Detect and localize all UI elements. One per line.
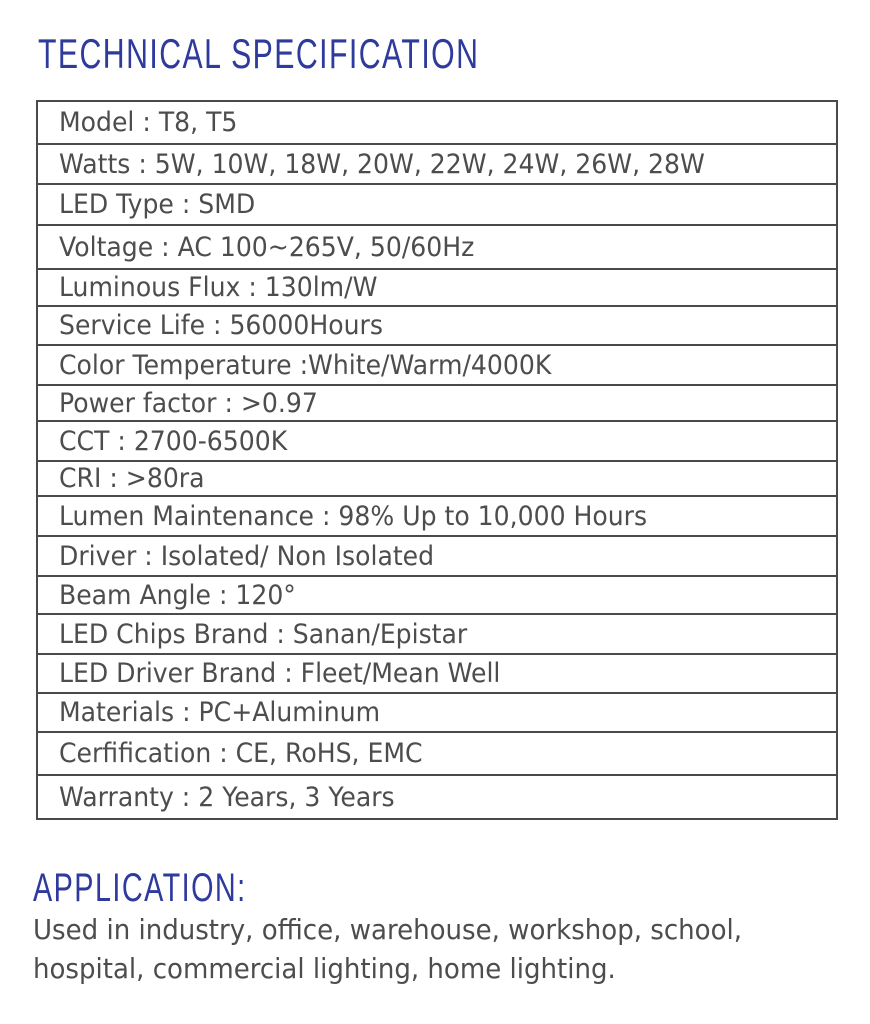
spec-row-text: Warranty : 2 Years, 3 Years	[59, 781, 395, 813]
spec-row	[38, 224, 836, 268]
spec-row	[38, 102, 836, 143]
spec-row-text: Driver : Isolated/ Non Isolated	[59, 540, 435, 572]
spec-row-text: LED Chips Brand : Sanan/Epistar	[59, 618, 468, 650]
spec-row	[38, 692, 836, 731]
spec-row	[38, 495, 836, 535]
spec-row-text: LED Type : SMD	[59, 189, 256, 220]
spec-row-text: Model : T8, T5	[59, 107, 238, 138]
spec-row-text: Power factor : >0.97	[59, 387, 318, 419]
spec-row	[38, 535, 836, 575]
spec-row	[38, 774, 836, 818]
spec-row	[38, 420, 836, 460]
spec-row	[38, 384, 836, 420]
spec-row-text: Lumen Maintenance : 98% Up to 10,000 Hours	[59, 500, 648, 532]
spec-row	[38, 143, 836, 183]
spec-row-text: Cerfification : CE, RoHS, EMC	[59, 738, 423, 769]
specification-table	[36, 100, 838, 820]
technical-specification-heading: TECHNICAL SPECIFICATION	[38, 30, 480, 77]
application-line-1: Used in industry, office, warehouse, workshop, school,	[33, 913, 743, 946]
spec-row-text: Voltage : AC 100~265V, 50/60Hz	[59, 231, 475, 263]
spec-row	[38, 344, 836, 384]
application-heading: APPLICATION:	[33, 866, 247, 910]
spec-row	[38, 268, 836, 305]
spec-row-text: Color Temperature :White/Warm/4000K	[59, 349, 552, 381]
spec-row	[38, 613, 836, 653]
spec-row-text: Beam Angle : 120°	[59, 579, 296, 611]
application-description	[33, 910, 814, 988]
spec-row-text: Service Life : 56000Hours	[59, 310, 383, 341]
spec-row-text: Materials : PC+Aluminum	[59, 697, 381, 728]
spec-row-text: LED Driver Brand : Fleet/Mean Well	[59, 658, 501, 689]
spec-row	[38, 731, 836, 774]
spec-row-text: CRI : >80ra	[59, 463, 205, 494]
spec-row	[38, 305, 836, 344]
spec-row-text: Watts : 5W, 10W, 18W, 20W, 22W, 24W, 26W, 28W	[59, 148, 705, 180]
spec-row	[38, 653, 836, 692]
spec-row-text: Luminous Flux : 130lm/W	[59, 272, 378, 303]
spec-row-text: CCT : 2700-6500K	[59, 425, 288, 457]
application-line-2: hospital, commercial lighting, home lighting.	[33, 952, 616, 985]
spec-row	[38, 575, 836, 613]
spec-row	[38, 460, 836, 495]
spec-row	[38, 183, 836, 224]
